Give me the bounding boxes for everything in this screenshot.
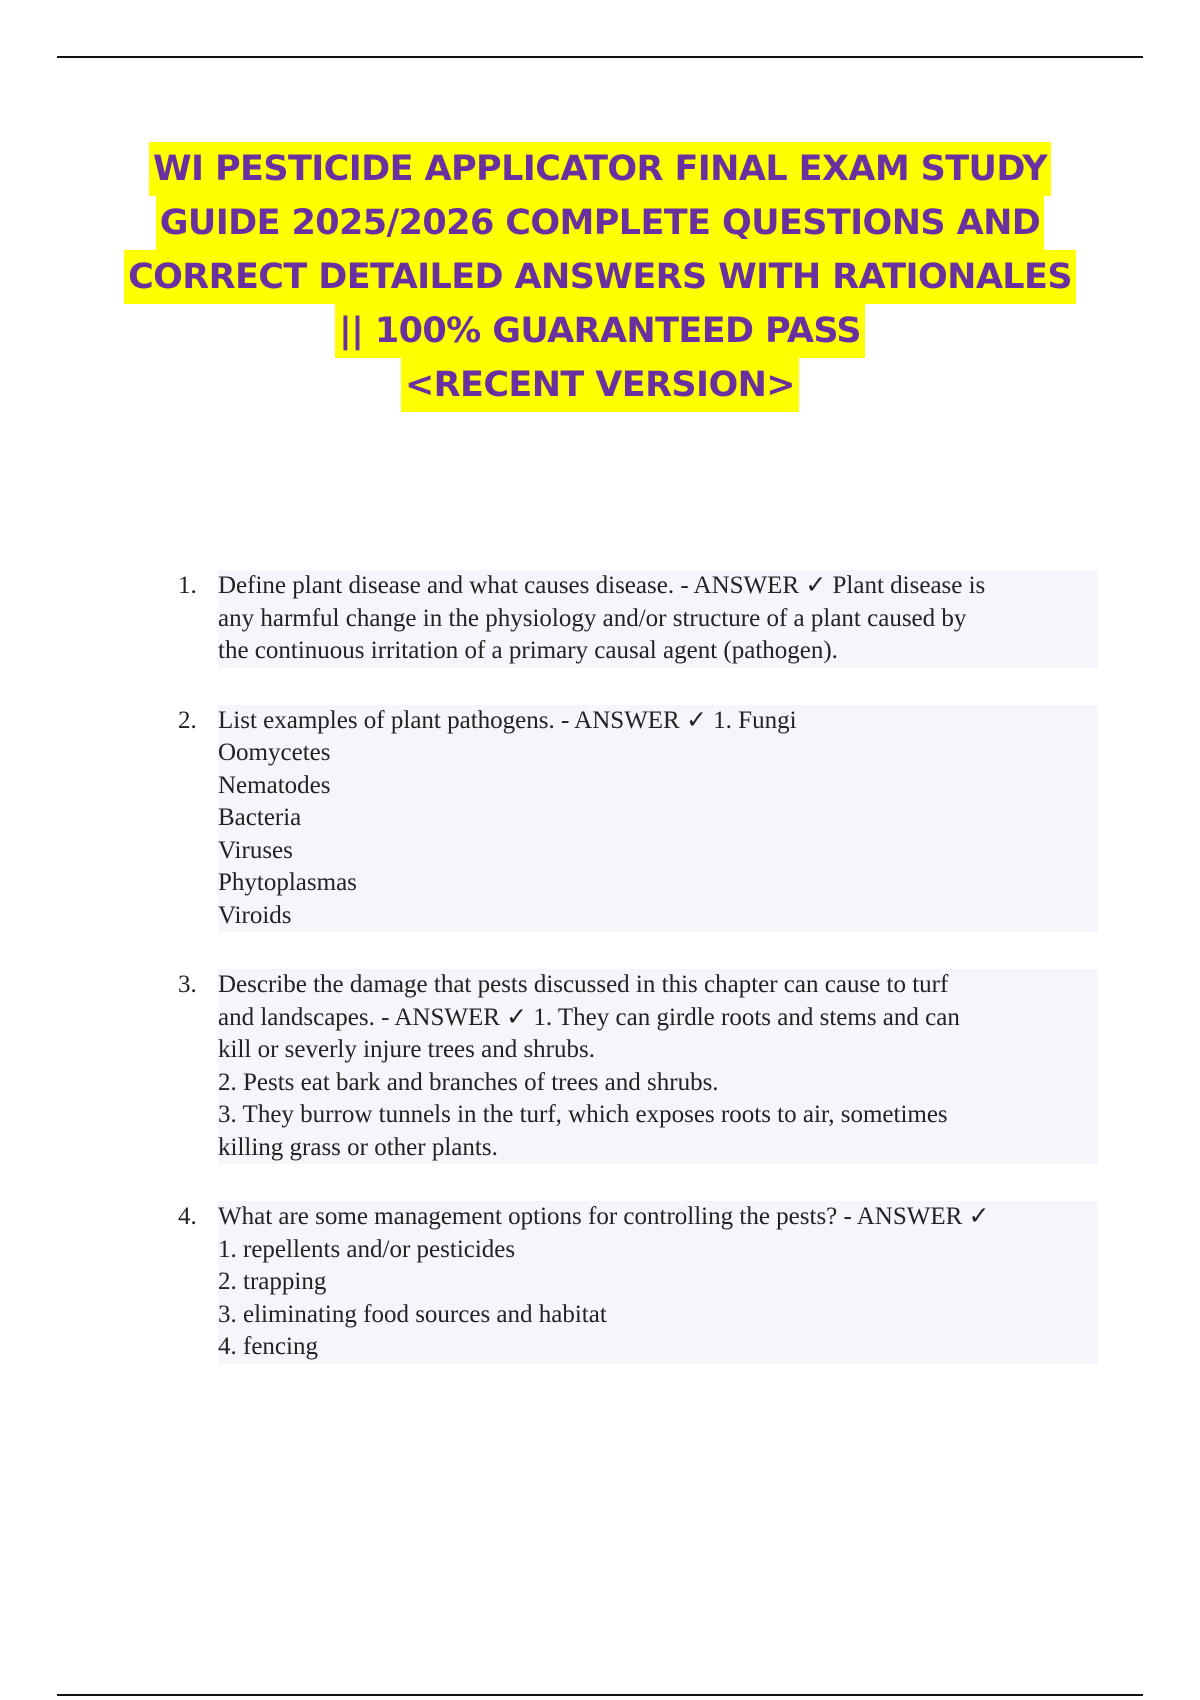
qa-line: Phytoplasmas bbox=[218, 869, 357, 896]
question-number: 4. bbox=[178, 1203, 197, 1230]
qa-line: Oomycetes bbox=[218, 739, 331, 766]
question-number: 1. bbox=[178, 572, 197, 599]
qa-line: List examples of plant pathogens. - ANSWER ✓ 1. Fungi bbox=[218, 706, 797, 734]
question-number: 3. bbox=[178, 971, 197, 998]
qa-line: the continuous irritation of a primary causal agent (pathogen). bbox=[218, 637, 838, 664]
qa-line: 2. trapping bbox=[218, 1268, 327, 1295]
question-list bbox=[178, 570, 1098, 1401]
question-answer-text bbox=[218, 969, 1098, 1164]
question-answer-text bbox=[218, 570, 1098, 668]
title-line: GUIDE 2025/2026 COMPLETE QUESTIONS AND bbox=[156, 196, 1044, 250]
qa-line: 3. eliminating food sources and habitat bbox=[218, 1300, 607, 1328]
title-line: WI PESTICIDE APPLICATOR FINAL EXAM STUDY bbox=[149, 142, 1051, 196]
qa-line: 4. fencing bbox=[218, 1333, 318, 1360]
qa-line: 1. repellents and/or pesticides bbox=[218, 1235, 516, 1263]
qa-line: Nematodes bbox=[218, 771, 331, 799]
top-rule bbox=[57, 56, 1143, 58]
question-number: 2. bbox=[178, 706, 197, 734]
question-item bbox=[178, 705, 1098, 933]
qa-line: any harmful change in the physiology and/or structure of a plant caused by bbox=[218, 604, 967, 632]
qa-line: Describe the damage that pests discussed in this chapter can cause to turf bbox=[218, 971, 949, 998]
title-line: || 100% GUARANTEED PASS bbox=[335, 304, 865, 358]
qa-line: 2. Pests eat bark and branches of trees and shrubs. bbox=[218, 1068, 719, 1096]
qa-line: killing grass or other plants. bbox=[218, 1133, 498, 1161]
qa-line: kill or severly injure trees and shrubs. bbox=[218, 1036, 595, 1063]
qa-line: Viroids bbox=[218, 901, 292, 929]
qa-line: Viruses bbox=[218, 836, 293, 864]
question-item bbox=[178, 969, 1098, 1164]
qa-line: Define plant disease and what causes disease. - ANSWER ✓ Plant disease is bbox=[218, 572, 986, 599]
title-line: CORRECT DETAILED ANSWERS WITH RATIONALES bbox=[124, 250, 1076, 304]
question-answer-text bbox=[218, 1201, 1098, 1364]
qa-line: What are some management options for controlling the pests? - ANSWER ✓ bbox=[218, 1203, 990, 1230]
qa-line: Bacteria bbox=[218, 804, 302, 831]
question-item bbox=[178, 570, 1098, 668]
title-line: <RECENT VERSION> bbox=[401, 358, 799, 412]
document-title bbox=[100, 142, 1100, 412]
question-answer-text bbox=[218, 705, 1098, 933]
question-item bbox=[178, 1201, 1098, 1364]
qa-line: and landscapes. - ANSWER ✓ 1. They can girdle roots and stems and can bbox=[218, 1003, 960, 1031]
bottom-rule bbox=[57, 1694, 1143, 1696]
qa-line: 3. They burrow tunnels in the turf, which exposes roots to air, sometimes bbox=[218, 1101, 948, 1128]
